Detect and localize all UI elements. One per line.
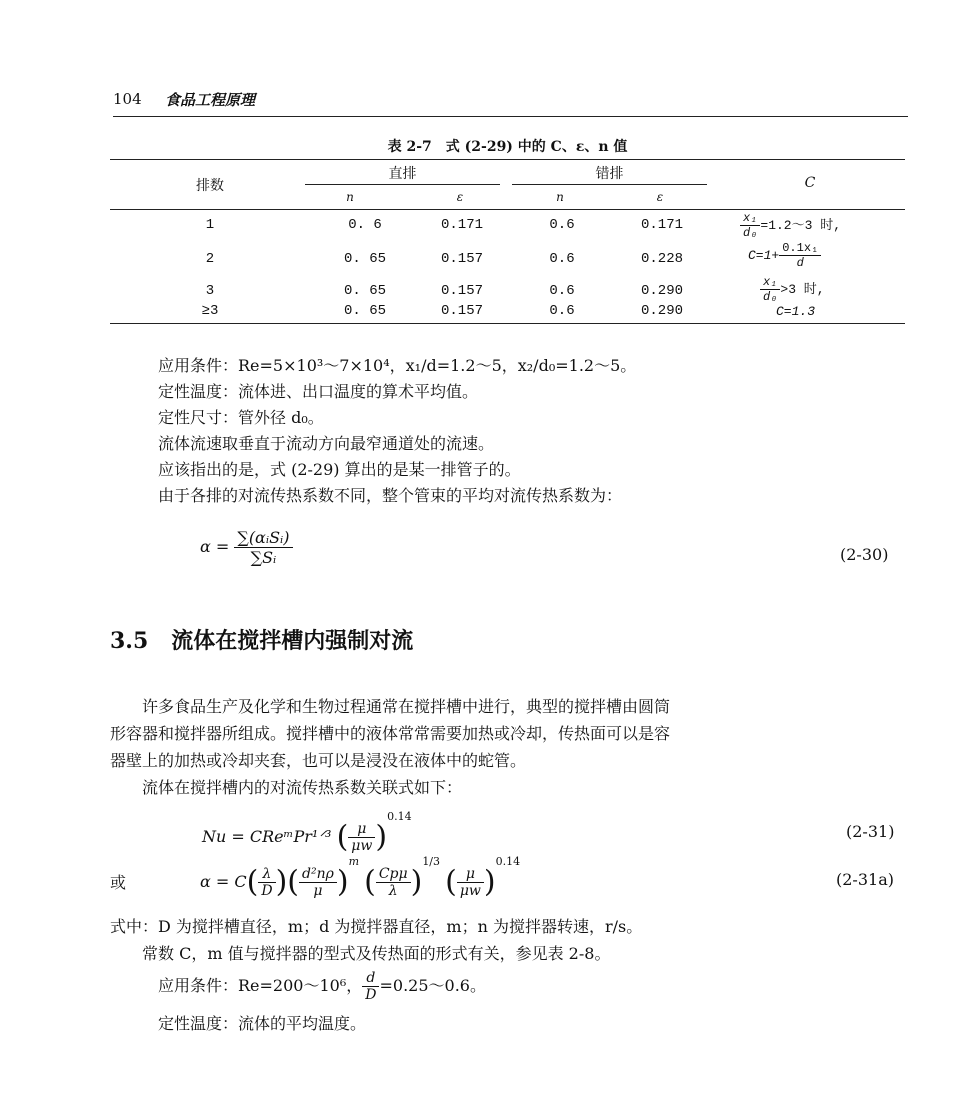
table-cell: 0.171 [440,217,483,233]
x1-label: x₁ [740,211,760,226]
staggered-underline [512,184,707,185]
condition-line: 应该指出的是，式 (2-29) 算出的是某一排管子的。 [158,460,521,479]
explanation-line: 常数 C，m 值与搅拌器的型式及传热面的形式有关，参见表 2-8。 [110,944,611,963]
condition-line: 定性温度：流体进、出口温度的算术平均值。 [158,382,479,401]
eq-denominator: ∑Sᵢ [250,548,277,567]
eq-numerator: μ [348,821,375,838]
condition-line: 流体流速取垂直于流动方向最窄通道处的流速。 [158,434,495,453]
equation-number: (2-31) [846,822,895,841]
paragraph-line: 许多食品生产及化学和生物过程通常在搅拌槽中进行，典型的搅拌槽由圆筒 [110,697,671,716]
c-formula-line4: C=1.3 [776,304,816,319]
equation-2-31a: α = C( $\frac{\lambda}{D}$ )( $\frac{\text{d²nρ}}{\mu}$ )$^m$ ( $\frac{\text{Cpμ}}{\lambda}$ )$^{1/3}$ ( $\frac{\mu}{\mu w}$ )$^{0.14}$ [200,855,521,900]
table-cell: 0. 6 [348,217,382,233]
header-inline: 直排 [388,166,417,182]
eq-denominator: μ [313,883,323,899]
sub-eps-inline: ε [456,190,464,204]
eq-numerator: μ [457,866,484,883]
table-cell: 1 [205,217,215,233]
eq-exponent: m [348,855,359,868]
eq-exponent: 0.14 [495,855,521,868]
eq-numerator: Cpμ [376,866,411,883]
or-label: 或 [110,873,127,892]
eq-denominator: λ [388,883,398,899]
c-formula-line1 [740,211,841,240]
table-cell: 2 [205,251,215,267]
eq-denominator: μw [351,838,373,854]
d0-label: d₀ [763,290,778,304]
table-cell: 0.6 [549,251,575,267]
table-top-rule [110,159,905,160]
c-line1-tail: =1.2～3 时, [760,217,842,233]
last-line: 定性温度：流体的平均温度。 [158,1014,367,1033]
condition-line: 定性尺寸：管外径 d₀。 [158,408,324,427]
equation-number: (2-31a) [836,870,894,889]
eq-numerator: d [362,970,379,987]
section-number: 3.5 [110,628,149,654]
table-cell: 0. 65 [343,283,386,299]
table-bottom-rule [110,323,905,324]
paragraph-line: 形容器和搅拌器所组成。搅拌槽中的液体常常需要加热或冷却，传热面可以是容 [110,724,671,743]
table-cell: 0.157 [440,303,483,319]
sub-n-inline: n [346,190,354,204]
eq-denominator: D [365,987,377,1003]
table-cell: 0.157 [440,251,483,267]
eq-lhs: α = C [200,872,247,891]
equation-2-30 [200,528,293,567]
sub-n-staggered: n [556,190,564,204]
table-cell: 0.6 [549,283,575,299]
paragraph-line: 器壁上的加热或冷却夹套，也可以是浸没在液体中的蛇管。 [110,751,527,770]
c-formula-line3 [760,275,825,304]
equation-number: (2-30) [840,545,889,564]
c-formula-line2 [748,241,821,270]
last-condition [158,970,486,1003]
equation-2-31: Nu = CReᵐPr¹ᐟ³ ( $\frac{\mu}{\mu w}$ )$^{0.14}$ [202,810,412,855]
table-cell: 0. 65 [343,303,386,319]
eq-lhs: α = [200,537,230,556]
section-title: 流体在搅拌槽内强制对流 [171,628,414,654]
table-caption: 表 2-7 式 (2-29) 中的 C、ε、n 值 [387,139,628,155]
last-cond-head: 应用条件：Re=200～10⁶， [158,976,363,995]
eq-lhs: Nu = CReᵐPr¹ᐟ³ [202,827,332,846]
table-cell: 0.171 [640,217,683,233]
header-staggered: 错排 [595,166,624,182]
table-cell: 0.228 [640,251,683,267]
c-line3-tail: >3 时, [780,281,825,297]
eq-numerator: ∑(αᵢSᵢ) [234,528,292,548]
eq-exponent: 1/3 [422,855,441,868]
x1-label: x₁ [760,275,780,290]
table-cell: 0.6 [549,303,575,319]
condition-line: 由于各排的对流传热系数不同，整个管束的平均对流传热系数为： [158,486,623,505]
header-rows: 排数 [196,178,224,194]
page-number: 104 [113,90,142,108]
eq-exponent: 0.14 [387,810,412,823]
book-title: 食品工程原理 [165,91,256,109]
section-heading [110,624,413,655]
explanation-line: 式中：D 为搅拌槽直径，m；d 为搅拌器直径，m；n 为搅拌器转速，r/s。 [110,917,643,936]
eq-denominator: D [261,883,273,899]
inline-underline [305,184,500,185]
table-cell: 0.157 [440,283,483,299]
eq-numerator: λ [258,866,275,883]
sub-eps-staggered: ε [656,190,664,204]
table-cell: ≥3 [201,303,219,319]
paragraph-line: 流体在搅拌槽内的对流传热系数关联式如下： [110,778,463,797]
c-line2-head: C=1+ [748,247,780,263]
running-header [113,88,908,117]
eq-numerator: d²nρ [299,866,337,883]
table-cell: 0.290 [640,303,683,319]
condition-line: 应用条件：Re=5×10³～7×10⁴，x₁/d=1.2～5，x₂/d₀=1.2～5。 [158,356,637,375]
table-cell: 0. 65 [343,251,386,267]
table-cell: 0.290 [640,283,683,299]
c-line2-num: 0.1x₁ [779,241,821,256]
d0-label: d₀ [743,226,758,240]
table-cell: 3 [205,283,215,299]
header-C: C [804,175,816,191]
eq-denominator: μw [459,883,481,899]
c-line2-den: d [796,256,804,270]
last-cond-tail: =0.25～0.6。 [379,976,486,995]
table-cell: 0.6 [549,217,575,233]
table-header-rule [110,209,905,210]
